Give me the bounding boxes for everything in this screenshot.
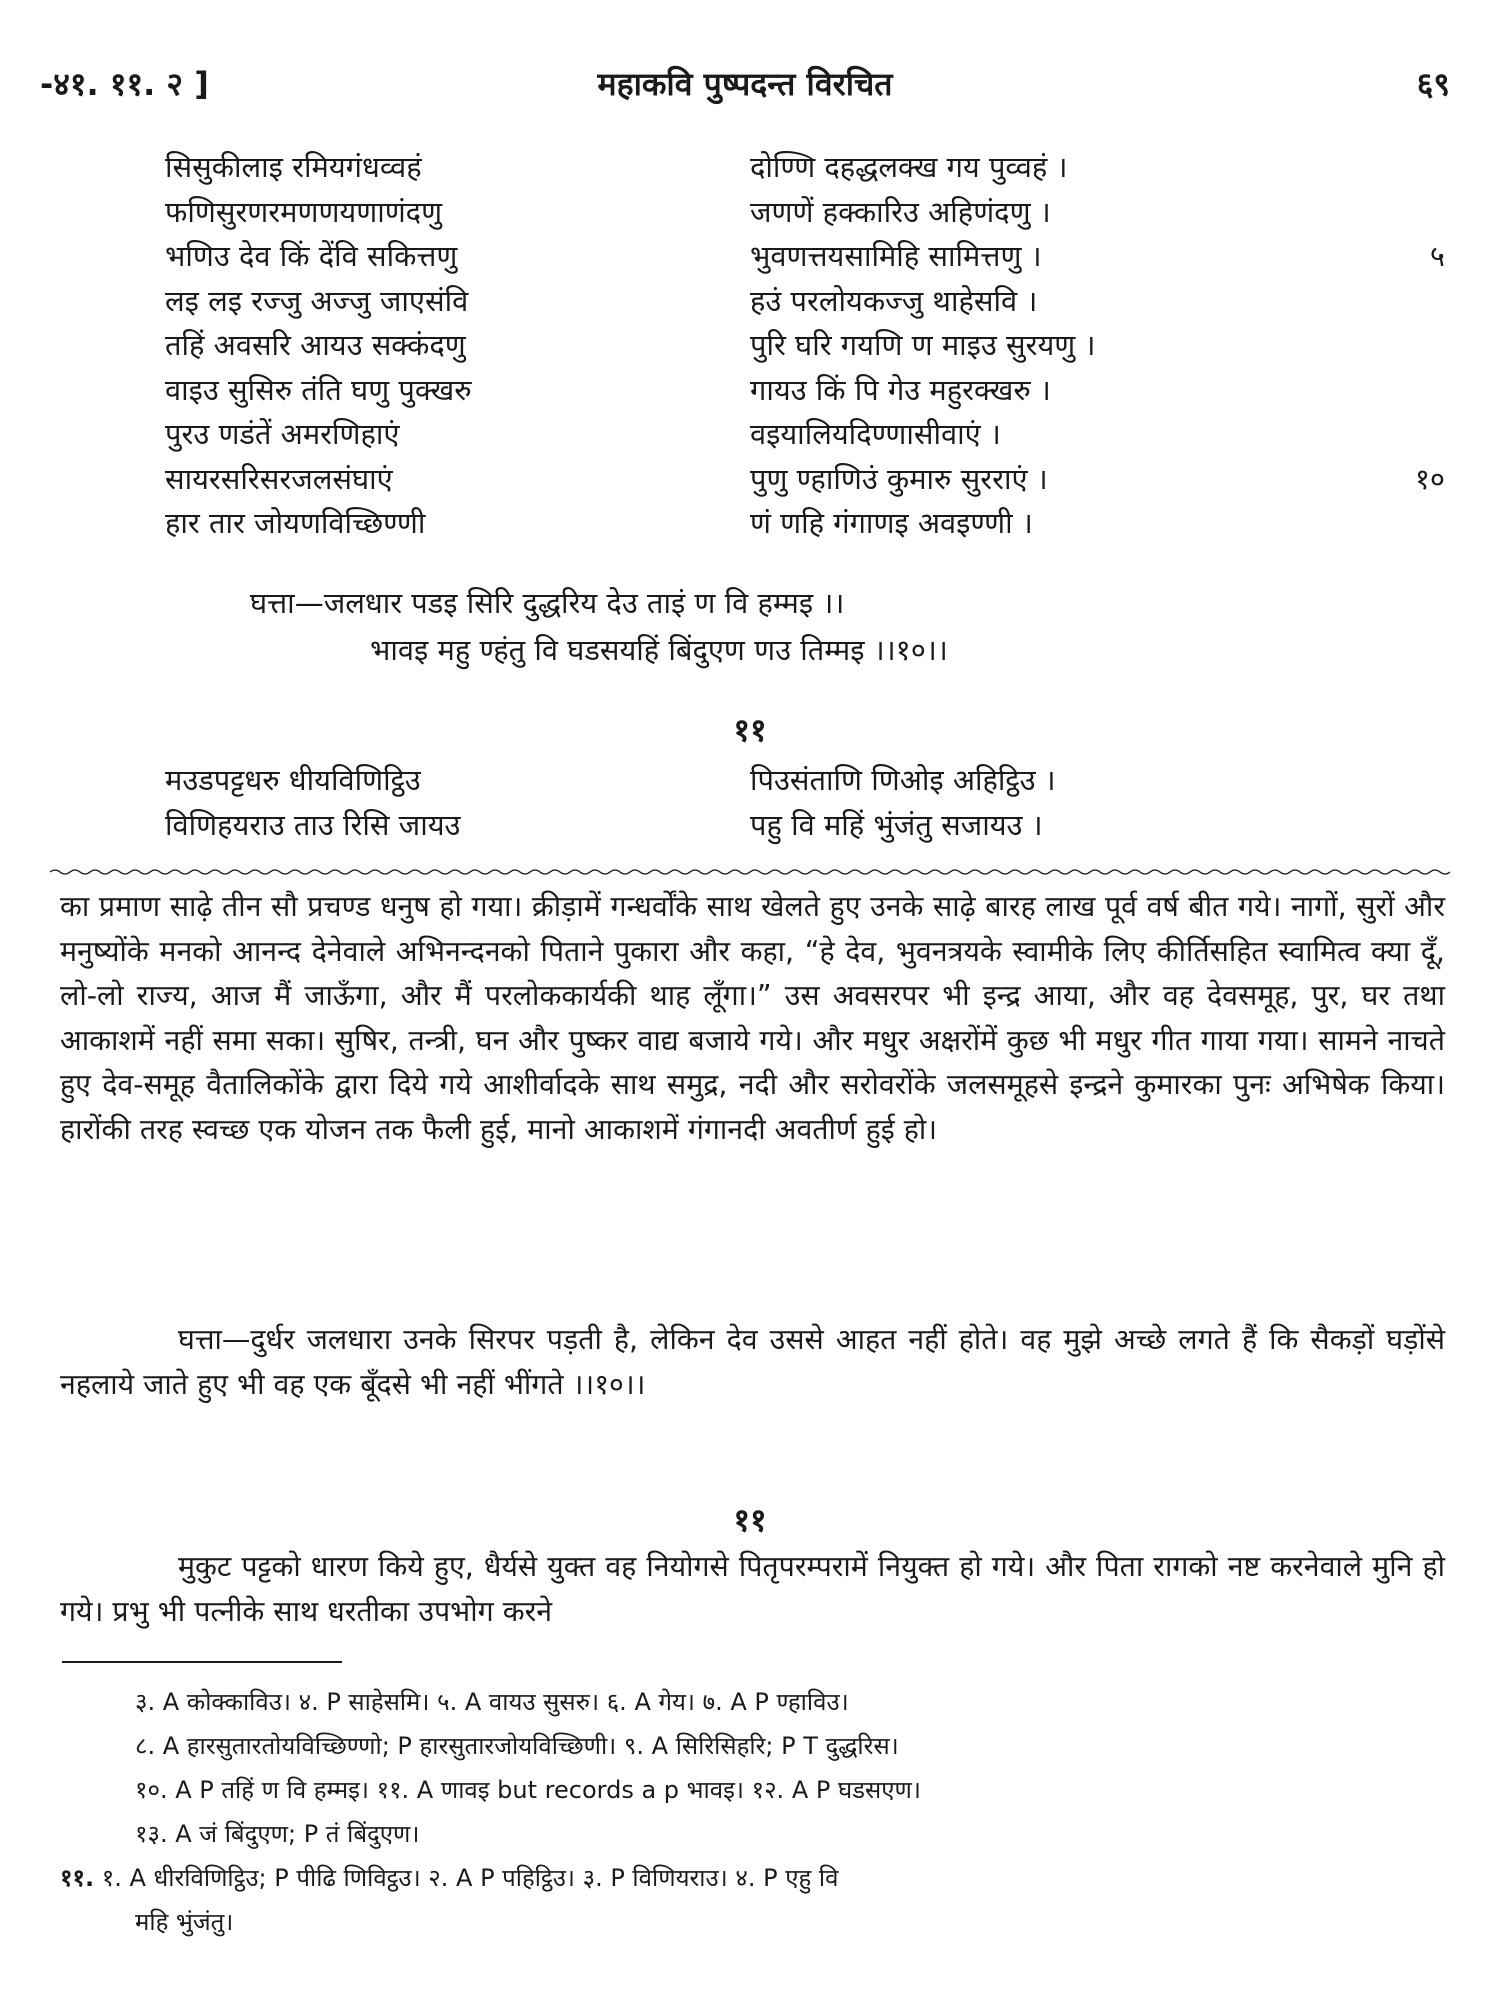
- verse-line: [165, 758, 1455, 803]
- verse-first-half: विणिहयराउ ताउ रिसि जायउ: [165, 807, 461, 842]
- section-number-verse: ११: [733, 711, 767, 749]
- verse-second-half: पुणु ण्हाणिउं कुमारु सुरराएं ।: [750, 461, 1048, 496]
- footnote-line: महि भुंजंतु।: [135, 1908, 234, 1936]
- verse-line: [165, 190, 1455, 235]
- verse-line: [165, 234, 1455, 279]
- footnote-line: ८. A हारसुतारतोयविच्छिण्णो; P हारसुतारजोयविच्छिणी। ९. A सिरिसिहरि; P T दुद्धरिस।: [135, 1732, 899, 1760]
- footnotes: [60, 1680, 1450, 1944]
- translation-block-2: [60, 1318, 1445, 1407]
- footnote-section-label: ११.: [60, 1864, 95, 1892]
- footnote-line: [60, 1856, 1450, 1900]
- verse-first-half: सायरसरिसरजलसंघाएं: [165, 461, 393, 496]
- verse-second-half: पुरि घरि गयणि ण माइउ सुरयणु ।: [750, 328, 1096, 362]
- footnote-line: १३. A जं बिंदुएण; P तं बिंदुएण।: [135, 1820, 420, 1848]
- translation-paragraph: मुकुट पट्टको धारण किये हुए, धैर्यसे युक्त वह नियोगसे पितृपरम्परामें नियुक्त हो गये। और पिता रागको नष्ट करनेवाले मुनि हो गये। प्रभु भी पत्नीके साथ धरतीका उपभोग करने: [60, 1550, 1445, 1628]
- verse-line: [165, 501, 1455, 546]
- verse-line: [165, 323, 1455, 368]
- page-number: ६९: [1416, 65, 1450, 103]
- verse-second-half: पहु वि महिं भुंजंतु सजायउ ।: [750, 807, 1043, 842]
- translation-block-3: [60, 1545, 1445, 1634]
- verse-second-half: गायउ किं पि गेउ महुरक्खरु ।: [750, 372, 1051, 407]
- verse-second-half: हउं परलोयकज्जु थाहेसवि ।: [750, 283, 1038, 318]
- footnote-line: ३. A कोक्काविउ। ४. P साहेसमि। ५. A वायउ सुसरु। ६. A गेय। ७. A P ण्हाविउ।: [135, 1688, 849, 1716]
- chapter-reference: -४१. ११. २ ]: [40, 65, 209, 103]
- verse-line: [165, 279, 1455, 324]
- verse-block-11: [165, 758, 1455, 847]
- verse-second-half: वइयालियदिण्णासीवाएं ।: [750, 417, 1001, 451]
- verse-first-half: सिसुकीलाइ रमियगंधव्वहं: [165, 150, 422, 184]
- footnote-text: १. A धीरविणिट्ठिउ; P पीढि णिविट्ठउ। २. A P पहिट्ठिउ। ३. P विणियराउ। ४. P एहु वि: [101, 1864, 839, 1892]
- verse-block-10: [165, 145, 1455, 546]
- section-number-translation: ११: [733, 1501, 767, 1539]
- line-number: १०: [1414, 461, 1445, 496]
- verse-line: [165, 457, 1455, 502]
- verse-second-half: पिउसंताणि णिओइ अहिट्ठिउ ।: [750, 763, 1056, 797]
- verse-first-half: पुरउ णडंतें अमरणिहाएं: [165, 417, 400, 451]
- wavy-divider: [50, 868, 1450, 876]
- verse-first-half: हार तार जोयणविच्छिण्णी: [165, 506, 426, 540]
- translation-block-1: [60, 885, 1445, 1152]
- ghatta-line-2: भावइ महु ण्हंतु वि घडसयहिं बिंदुएण णउ तिम्मइ ।।१०।।: [370, 633, 948, 667]
- verse-line: [165, 145, 1455, 190]
- verse-line: [165, 412, 1455, 457]
- verse-line: [165, 368, 1455, 413]
- line-number: ५: [1429, 239, 1445, 273]
- verse-first-half: फणिसुरणरमणणयणाणंदणु: [165, 194, 443, 229]
- verse-second-half: णं णहि गंगाणइ अवइण्णी ।: [750, 506, 1033, 540]
- verse-first-half: मउडपट्टधरु धीयविणिट्ठिउ: [165, 763, 421, 797]
- running-title: महाकवि पुष्पदन्त विरचित: [597, 65, 893, 103]
- footnote-line: १०. A P तहिं ण वि हम्मइ। ११. A णावइ but records a p भावइ। १२. A P घडसएण।: [135, 1776, 921, 1804]
- verse-first-half: भणिउ देव किं देंवि सकित्तणु: [165, 239, 458, 273]
- translation-paragraph: का प्रमाण साढ़े तीन सौ प्रचण्ड धनुष हो गया। क्रीड़ामें गन्धर्वोंके साथ खेलते हुए उनके साढ़े बारह लाख पूर्व वर्ष बीत गये। नागों, सुरों और मनुष्योंके मनको आनन्द देनेवाले अभिनन्दनको पिताने पुकारा और कहा, “हे देव, भुवनत्रयके स्वामीके लिए कीर्तिसहित स्वामित्व क्या दूँ, लो-लो राज्य, आज मैं जाऊँगा, और मैं परलोककार्यकी थाह लूँगा।” उस अवसरपर भी इन्द्र आया, और वह देवसमूह, पुर, घर तथा आकाशमें नहीं समा सका। सुषिर, तन्त्री, घन और पुष्कर वाद्य बजाये गये। और मधुर अक्षरोंमें कुछ भी मधुर गीत गाया गया। सामने नाचते हुए देव-समूह वैतालिकोंके द्वारा दिये गये आशीर्वादके साथ समुद्र, नदी और सरोवरोंके जलसमूहसे इन्द्रने कुमारका पुनः अभिषेक किया। हारोंकी तरह स्वच्छ एक योजन तक फैली हुई, मानो आकाशमें गंगानदी अवतीर्ण हुई हो।: [60, 890, 1445, 1146]
- verse-second-half: भुवणत्तयसामिहि सामित्तणु ।: [750, 239, 1042, 273]
- ghatta-line-1: घत्ता—जलधार पडइ सिरि दुद्धरिय देउ ताइं ण वि हम्मइ ।।: [250, 586, 845, 620]
- translation-ghatta-paragraph: घत्ता—दुर्धर जलधारा उनके सिरपर पड़ती है, लेकिन देव उससे आहत नहीं होते। वह मुझे अच्छे लगते हैं कि सैकड़ों घड़ोंसे नहलाये जाते हुए भी वह एक बूँदसे भी नहीं भींगते ।।१०।।: [60, 1323, 1445, 1401]
- verse-second-half: जणणें हक्कारिउ अहिणंदणु ।: [750, 194, 1051, 229]
- verse-first-half: लइ लइ रज्जु अज्जु जाएसंवि: [165, 283, 469, 318]
- verse-first-half: तहिं अवसरि आयउ सक्कंदणु: [165, 328, 466, 362]
- verse-first-half: वाइउ सुसिरु तंति घणु पुक्खरु: [165, 372, 472, 407]
- verse-second-half: दोण्णि दहद्धलक्ख गय पुव्वहं ।: [750, 150, 1068, 184]
- verse-line: [165, 803, 1455, 848]
- footnote-rule: [62, 1661, 342, 1663]
- page-header: [40, 62, 1450, 112]
